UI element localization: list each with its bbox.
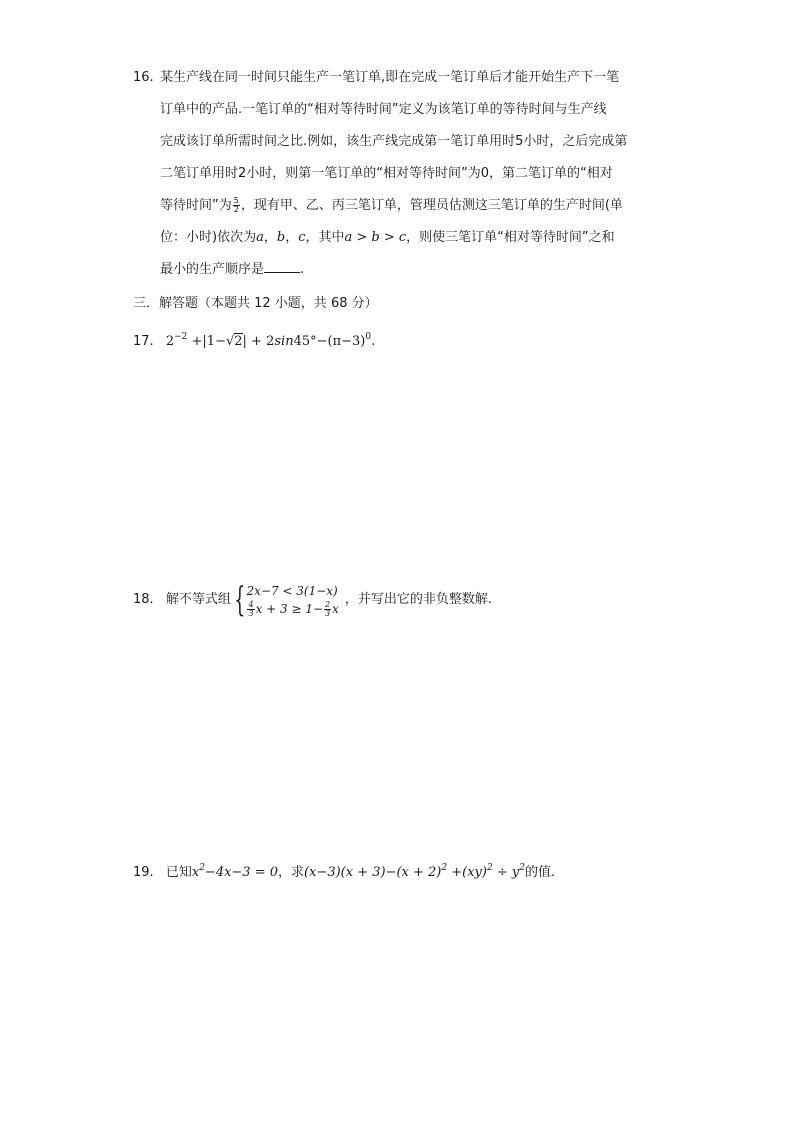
q16-text: ，其中 xyxy=(305,230,345,245)
inequality-1: 2x−7 < 3(1−x) xyxy=(246,583,338,598)
q17-part: 45°−(π−3) xyxy=(293,334,366,349)
q17-part: | + 2 xyxy=(242,334,275,349)
q19-part: +(xy) xyxy=(447,865,487,880)
q18-suffix: ，并写出它的非负整数解. xyxy=(344,592,493,607)
q16-line-6 xyxy=(160,222,673,254)
fraction xyxy=(324,601,331,618)
q16-text: 最小的生产顺序是 xyxy=(160,262,265,277)
q16-line-4: 二笔订单用时2小时，则第一笔订单的“相对等待时间”为0，第二笔订单的“相对 xyxy=(160,166,613,181)
inequality-part: x xyxy=(332,601,339,616)
separator: ， xyxy=(285,230,299,245)
q19-part: (x−3)(x + 3)−(x + 2) xyxy=(304,865,442,880)
q17-end: . xyxy=(371,334,376,349)
inequality-system xyxy=(246,582,338,618)
question-number: 16. xyxy=(133,70,154,85)
q17-expression xyxy=(166,334,375,349)
section-heading: 三．解答题（本题共 12 小题，共 68 分） xyxy=(133,296,378,311)
sqrt-argument: 2 xyxy=(234,334,243,349)
q16-line-2: 订单中的产品.一笔订单的“相对等待时间”定义为该笔订单的等待时间与生产线 xyxy=(160,102,607,117)
fraction-denominator: 3 xyxy=(248,608,254,618)
question-16 xyxy=(133,62,673,286)
q19-target-expression xyxy=(304,865,525,880)
q16-text: 位：小时)依次为 xyxy=(160,230,257,245)
q19-expression xyxy=(192,865,278,880)
q16-text: 等待时间”为 xyxy=(160,198,232,213)
question-number: 19. xyxy=(133,865,154,880)
q16-text: . xyxy=(300,262,305,277)
q19-part: ÷ y xyxy=(492,865,520,880)
q19-exponent: 2 xyxy=(441,863,448,873)
q18-prefix: 解不等式组 xyxy=(165,592,231,607)
q17-part: +|1− xyxy=(187,334,226,349)
variable-c: c xyxy=(298,230,306,245)
q16-line-5 xyxy=(160,190,673,222)
fraction-numerator: 2 xyxy=(325,599,331,609)
q17-exponent: 0 xyxy=(365,332,372,342)
q16-line-1: 某生产线在同一时间只能生产一笔订单,即在完成一笔订单后才能开始生产下一笔 xyxy=(160,70,620,85)
q16-text: ，则使三笔订单“相对等待时间”之和 xyxy=(406,230,615,245)
inequality-2 xyxy=(246,600,338,618)
q17-base: 2 xyxy=(165,334,175,349)
separator: ， xyxy=(263,230,277,245)
q19-exponent: 2 xyxy=(486,863,493,873)
q19-exponent: 2 xyxy=(199,863,205,873)
fraction-denominator: 3 xyxy=(325,608,331,618)
question-number: 18. xyxy=(133,592,154,607)
brace-icon: { xyxy=(234,579,246,620)
variable-b: b xyxy=(276,230,286,245)
q19-text: ，求 xyxy=(278,865,305,880)
fraction-numerator: 5 xyxy=(233,196,239,205)
inequality-part: x + 3 ≥ 1− xyxy=(255,601,324,616)
q17-exponent: −2 xyxy=(174,332,188,342)
question-number: 17. xyxy=(133,334,154,349)
variable-a: a xyxy=(256,230,264,245)
inequality: a > b > c xyxy=(344,230,407,245)
q16-line-3: 完成该订单所需时间之比.例如，该生产线完成第一笔订单用时5小时，之后完成第 xyxy=(160,134,628,149)
fraction-denominator: 2 xyxy=(233,205,239,214)
question-19 xyxy=(133,852,555,889)
answer-blank[interactable] xyxy=(264,258,300,273)
q19-exponent: 2 xyxy=(519,863,525,873)
q19-part: x xyxy=(191,865,200,880)
q19-part: −4x−3 = 0 xyxy=(204,865,279,880)
sqrt-sign: √ xyxy=(225,334,235,349)
q19-prefix: 已知 xyxy=(165,865,192,880)
fraction xyxy=(233,197,240,214)
q19-suffix: 的值. xyxy=(524,865,556,880)
q16-line-7 xyxy=(160,254,673,286)
sin-function: sin xyxy=(274,334,294,349)
q16-text: ，现有甲、乙、丙三笔订单，管理员估测这三笔订单的生产时间(单 xyxy=(240,198,623,213)
question-17 xyxy=(133,321,375,358)
fraction xyxy=(247,601,254,618)
fraction-numerator: 4 xyxy=(248,599,254,609)
question-18 xyxy=(133,580,492,620)
